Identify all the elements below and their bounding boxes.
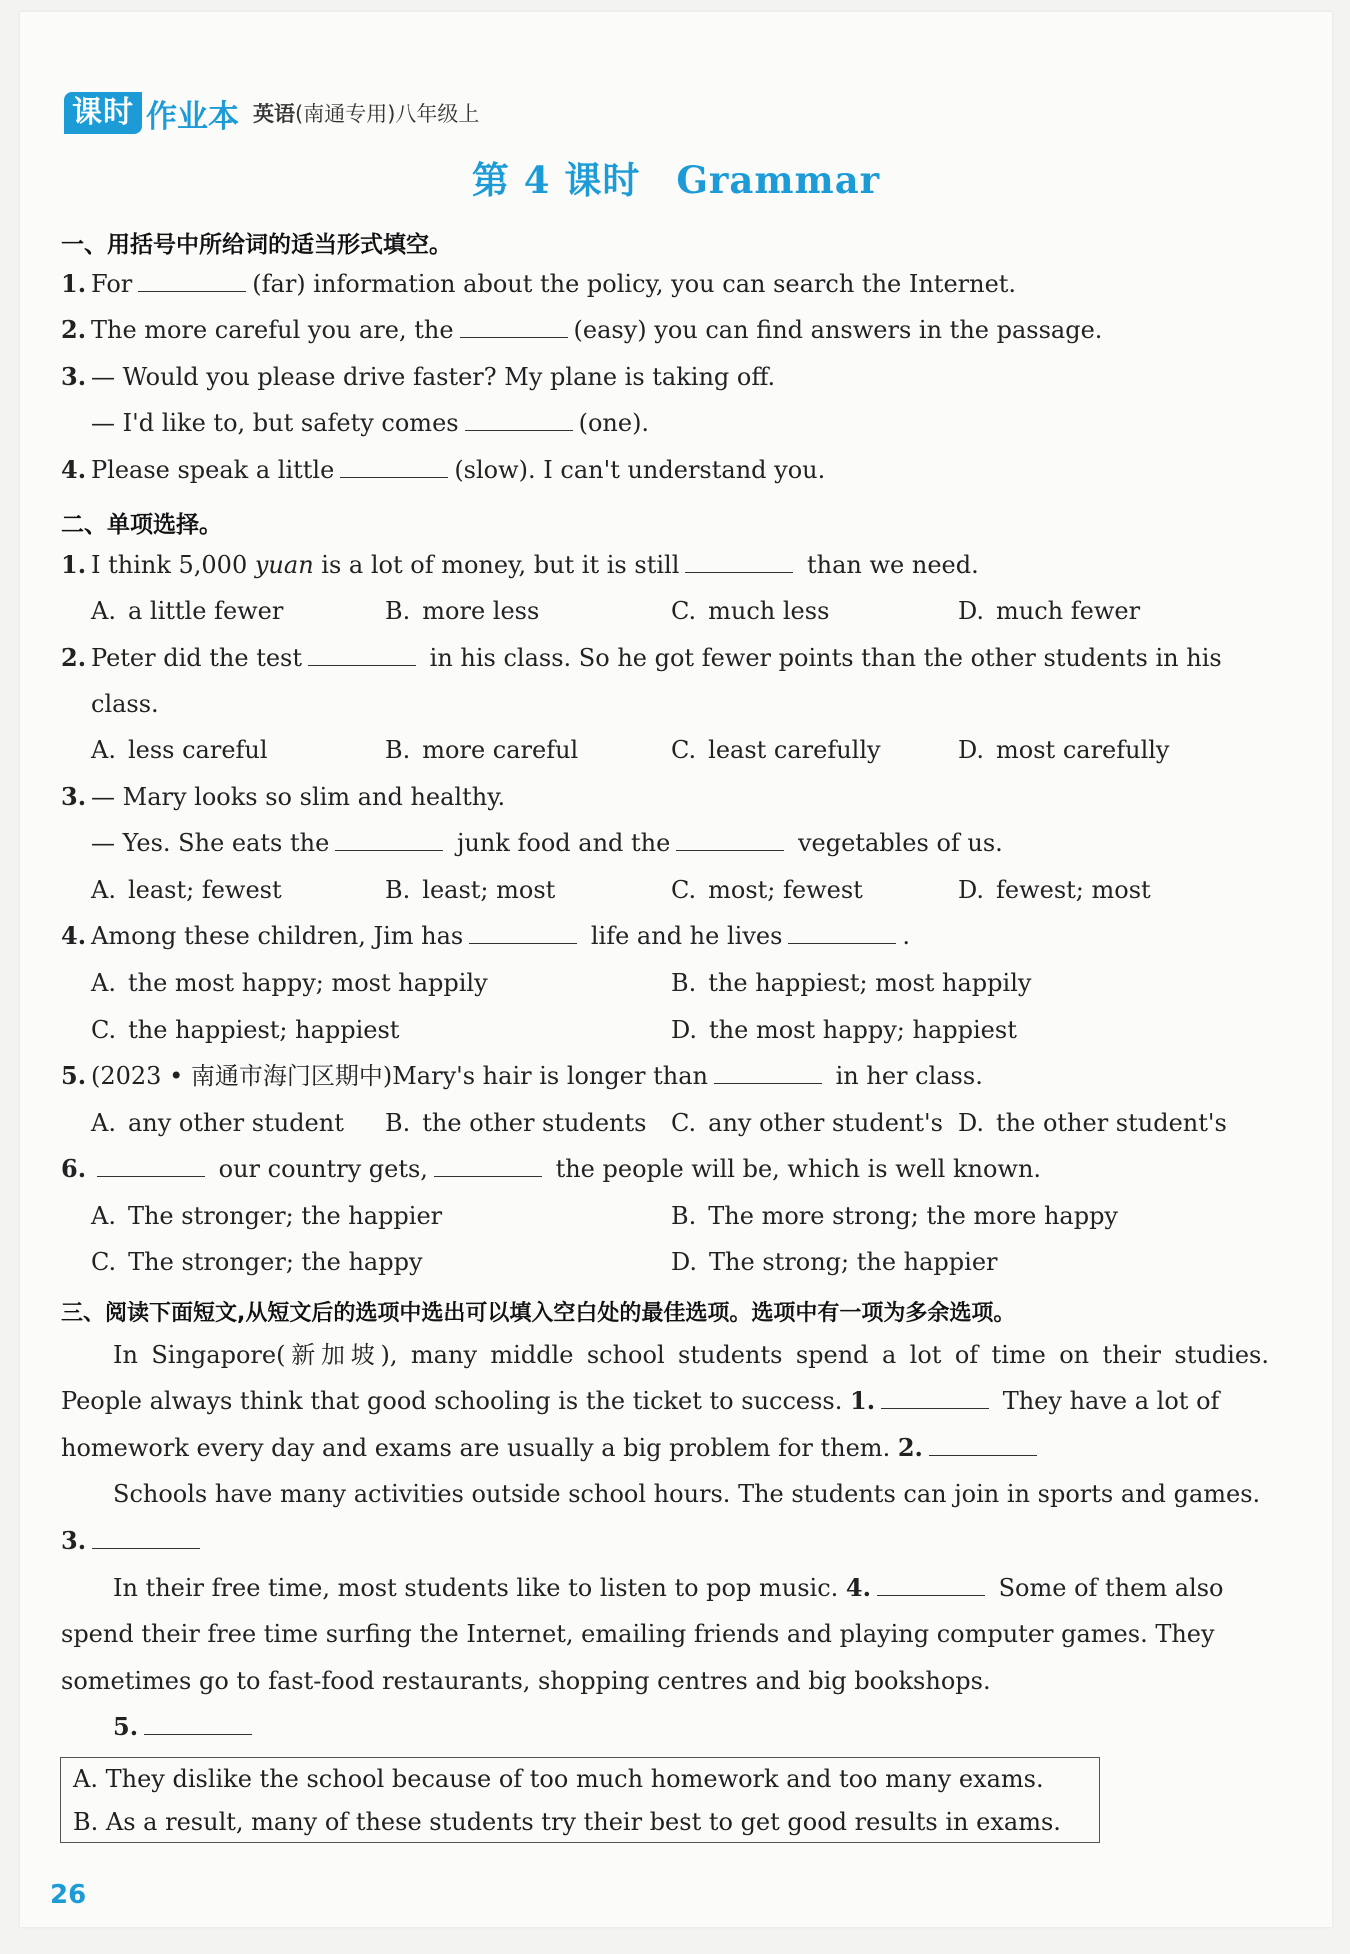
- answer-blank[interactable]: [97, 1154, 205, 1177]
- edition: (南通专用)八年级上: [295, 102, 480, 126]
- passage-line: 3.: [61, 1525, 206, 1557]
- s2-q6-option-d[interactable]: D. The strong; the happier: [671, 1248, 998, 1276]
- s2-q3: 3. — Mary looks so slim and healthy.: [61, 782, 506, 811]
- section2-heading: 二、单项选择。: [61, 512, 222, 538]
- s2-q1-option-c[interactable]: C. much less: [671, 597, 830, 625]
- s2-q6: 6. our country gets, the people will be, which is well known.: [61, 1154, 1042, 1183]
- choices-box: [60, 1757, 1100, 1843]
- section1-heading: 一、用括号中所给词的适当形式填空。: [61, 232, 452, 258]
- s2-q3-option-c[interactable]: C. most; fewest: [671, 876, 863, 904]
- s2-q1: 1. I think 5,000 yuan is a lot of money, but it is still than we need.: [61, 550, 979, 579]
- s2-q2-option-c[interactable]: C. least carefully: [671, 736, 881, 764]
- s2-q1-option-a[interactable]: A. a little fewer: [91, 597, 284, 625]
- worksheet-page: [20, 12, 1332, 1927]
- s2-q1-option-b[interactable]: B. more less: [385, 597, 540, 625]
- s2-q2-option-a[interactable]: A. less careful: [91, 736, 268, 764]
- choice-b[interactable]: B. As a result, many of these students try their best to get good results in exams.: [73, 1808, 1061, 1836]
- s2-q2-option-d[interactable]: D. most carefully: [958, 736, 1170, 764]
- passage-line: In Singapore(新加坡), many middle school students spend a lot of time on their studies.: [113, 1341, 1269, 1369]
- s2-q6-option-a[interactable]: A. The stronger; the happier: [91, 1202, 443, 1230]
- s2-q5-option-c[interactable]: C. any other student's: [671, 1109, 943, 1137]
- answer-blank[interactable]: [929, 1433, 1037, 1456]
- s1-q4: 4. Please speak a little (slow). I can't understand you.: [61, 455, 826, 484]
- s2-q4-option-c[interactable]: C. the happiest; happiest: [91, 1016, 400, 1044]
- page-number: 26: [50, 1880, 87, 1910]
- passage-line: In their free time, most students like to listen to pop music. 4. Some of them also: [113, 1573, 1224, 1602]
- s2-q5-option-d[interactable]: D. the other student's: [958, 1109, 1227, 1137]
- answer-blank[interactable]: [335, 828, 443, 851]
- logo-badge: 课时: [64, 92, 142, 134]
- s2-q3-option-b[interactable]: B. least; most: [385, 876, 556, 904]
- lesson-topic: Grammar: [676, 158, 881, 202]
- s2-q3-option-d[interactable]: D. fewest; most: [958, 876, 1151, 904]
- passage-line: Schools have many activities outside school hours. The students can join in sports and games.: [113, 1480, 1261, 1508]
- passage-line: 5.: [113, 1711, 258, 1743]
- answer-blank[interactable]: [138, 269, 246, 292]
- s2-q3-option-a[interactable]: A. least; fewest: [91, 876, 282, 904]
- answer-blank[interactable]: [676, 828, 784, 851]
- s1-q1: 1. For (far) information about the policy, you can search the Internet.: [61, 269, 1017, 298]
- choice-a[interactable]: A. They dislike the school because of too much homework and too many exams.: [73, 1765, 1044, 1793]
- answer-blank[interactable]: [340, 455, 448, 478]
- s1-q3: 3. — Would you please drive faster? My plane is taking off.: [61, 362, 776, 391]
- passage-line: People always think that good schooling is the ticket to success. 1. They have a lot of: [61, 1386, 1220, 1415]
- s2-q5-option-a[interactable]: A. any other student: [91, 1109, 344, 1137]
- answer-blank[interactable]: [788, 921, 896, 944]
- answer-blank[interactable]: [465, 408, 573, 431]
- s2-q2-option-b[interactable]: B. more careful: [385, 736, 579, 764]
- header: [64, 90, 479, 136]
- header-subtitle: [253, 98, 479, 128]
- answer-blank[interactable]: [469, 921, 577, 944]
- lesson-number: 第 4 课时: [471, 158, 641, 202]
- s2-q6-option-c[interactable]: C. The stronger; the happy: [91, 1248, 423, 1276]
- s2-q6-option-b[interactable]: B. The more strong; the more happy: [671, 1202, 1118, 1230]
- answer-blank[interactable]: [434, 1154, 542, 1177]
- s1-q3-reply: — I'd like to, but safety comes (one).: [91, 409, 650, 437]
- s2-q4-option-d[interactable]: D. the most happy; happiest: [671, 1016, 1017, 1044]
- passage-line: spend their free time surfing the Internet, emailing friends and playing computer games. They: [61, 1620, 1215, 1648]
- s2-q5-option-b[interactable]: B. the other students: [385, 1109, 647, 1137]
- answer-blank[interactable]: [714, 1061, 822, 1084]
- answer-blank[interactable]: [685, 550, 793, 573]
- subject: 英语: [253, 102, 295, 126]
- answer-blank[interactable]: [877, 1573, 985, 1596]
- answer-blank[interactable]: [881, 1386, 989, 1409]
- s2-q4-option-a[interactable]: A. the most happy; most happily: [91, 969, 488, 997]
- s2-q4: 4. Among these children, Jim has life and he lives .: [61, 921, 911, 950]
- s2-q2-cont: class.: [91, 690, 159, 718]
- s2-q2: 2. Peter did the test in his class. So he got fewer points than the other students in his: [61, 643, 1222, 672]
- s2-q3-reply: — Yes. She eats the junk food and the vegetables of us.: [91, 829, 1003, 857]
- section3-heading: 三、阅读下面短文,从短文后的选项中选出可以填入空白处的最佳选项。选项中有一项为多余选项。: [61, 1301, 1016, 1326]
- passage-line: homework every day and exams are usually a big problem for them. 2.: [61, 1432, 1043, 1464]
- s1-q2: 2. The more careful you are, the (easy) you can find answers in the passage.: [61, 315, 1103, 344]
- s2-q5: 5. (2023 • 南通市海门区期中)Mary's hair is longer than in her class.: [61, 1061, 983, 1090]
- s2-q1-option-d[interactable]: D. much fewer: [958, 597, 1141, 625]
- s2-q4-option-b[interactable]: B. the happiest; most happily: [671, 969, 1032, 997]
- logo-text: 作业本: [146, 98, 239, 135]
- answer-blank[interactable]: [460, 315, 568, 338]
- answer-blank[interactable]: [144, 1712, 252, 1735]
- answer-blank[interactable]: [308, 643, 416, 666]
- page-title: [20, 150, 1332, 204]
- passage-line: sometimes go to fast-food restaurants, shopping centres and big bookshops.: [61, 1667, 991, 1695]
- answer-blank[interactable]: [92, 1526, 200, 1549]
